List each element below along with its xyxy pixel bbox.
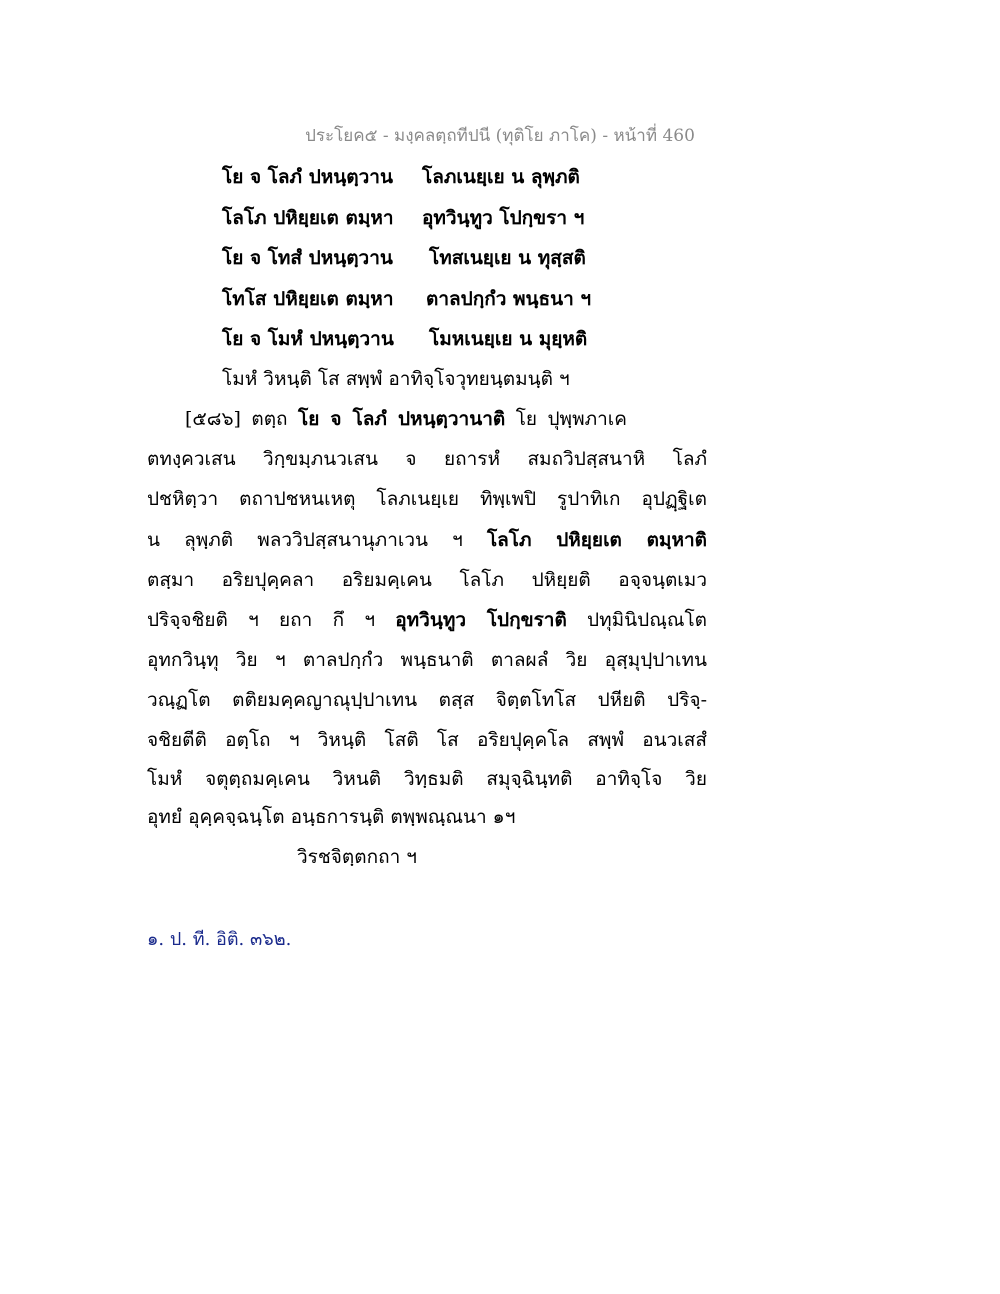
keyword-bold: อุทวินฺทูว โปกฺขราติ bbox=[395, 609, 567, 631]
prose-text: น ลุพฺภติ พลววิปสฺสนานุภาเวน ฯ bbox=[147, 529, 487, 551]
verse-line-5 bbox=[222, 324, 588, 354]
prose-line-4 bbox=[147, 525, 707, 555]
verse-right: อุทวินฺทูว โปกฺขรา ฯ bbox=[422, 207, 585, 229]
prose-line-9: จชิยตีติ อตฺโถ ฯ วิหนฺติ โสติ โส อริยปุคฺคโล สพฺพํ อนวเสสํ bbox=[147, 729, 707, 751]
verse-left: โลโภ ปหิยฺยเต ตมฺหา bbox=[222, 207, 394, 229]
paragraph-number: [๕๘๖] ตตฺถ bbox=[185, 408, 299, 430]
verse-left: โย จ โทสํ ปหนฺตฺวาน bbox=[222, 247, 393, 269]
prose-line-3: ปชหิตฺวา ตถาปชหนเหตุ โลภเนยฺเย ทิพฺเพปิ รูปาทิเก อุปฏฺฐิเต bbox=[147, 488, 707, 510]
keyword-bold: โลโภ ปหิยฺยเต ตมฺหาติ bbox=[486, 529, 707, 551]
prose-line-1 bbox=[185, 404, 627, 434]
prose-line-7: อุทกวินฺทุ วิย ฯ ตาลปกฺกํว พนฺธนาติ ตาลผลํ วิย อุสฺมุปฺปาเทน bbox=[147, 649, 707, 671]
prose-text: ปริจฺจชิยติ ฯ ยถา กึ ฯ bbox=[147, 609, 396, 631]
verse-right: โลภเนยฺเย น ลุพฺภติ bbox=[422, 166, 580, 188]
prose-text: โย ปุพฺพภาเค bbox=[505, 408, 627, 430]
keyword-bold: โย จ โลภํ ปหนฺตฺวานาติ bbox=[298, 408, 506, 430]
verse-left: โย จ โลภํ ปหนฺตฺวาน bbox=[222, 166, 393, 188]
verse-line-1 bbox=[222, 162, 580, 192]
section-end-title: วิรชจิตฺตกถา ฯ bbox=[297, 846, 417, 868]
verse-left: โทโส ปหิยฺยเต ตมฺหา bbox=[222, 288, 394, 310]
verse-right: ตาลปกฺกํว พนฺธนา ฯ bbox=[426, 288, 592, 310]
footnote: ๑. ป. ที. อิติ. ๓๖๒. bbox=[147, 929, 292, 950]
page-header: ประโยค๕ - มงฺคลตฺถทีปนี (ทุติโย ภาโค) - หน้าที่ 460 bbox=[305, 126, 695, 146]
prose-line-10: โมหํ จตุตฺถมคฺเคน วิหนติ วิทฺธมติ สมุจฺฉินฺทติ อาทิจฺโจ วิย bbox=[147, 768, 707, 790]
verse-line-4 bbox=[222, 284, 592, 314]
prose-text: ปทุมินิปณฺณโต bbox=[566, 609, 708, 631]
verse-left: โย จ โมหํ ปหนฺตฺวาน bbox=[222, 328, 394, 350]
verse-right: โทสเนยฺเย น ทุสฺสติ bbox=[429, 247, 586, 269]
prose-line-8: วณฺฏโต ตติยมคฺคญาณุปฺปาเทน ตสฺส จิตฺตโทโส ปหียติ ปริจฺ- bbox=[147, 689, 707, 711]
verse-line-2 bbox=[222, 203, 585, 233]
prose-line-2: ตทงฺควเสน วิกฺขมฺภนวเสน จ ยถารหํ สมถวิปสฺสนาหิ โลภํ bbox=[147, 448, 707, 470]
verse-line-6: โมหํ วิหนฺติ โส สพฺพํ อาทิจฺโจวุทยนฺตมนฺติ ฯ bbox=[222, 368, 570, 390]
prose-line-5: ตสฺมา อริยปุคฺคลา อริยมคฺเคน โลโภ ปหิยฺยติ อจฺจนฺตเมว bbox=[147, 569, 707, 591]
prose-line-11: อุทยํ อุคฺคจฺฉนฺโต อนฺธการนฺติ ตพฺพณฺณนา ๑ฯ bbox=[147, 806, 516, 828]
verse-line-3 bbox=[222, 243, 586, 273]
verse-right: โมหเนยฺเย น มุยฺหติ bbox=[429, 328, 588, 350]
prose-line-6 bbox=[147, 605, 707, 635]
